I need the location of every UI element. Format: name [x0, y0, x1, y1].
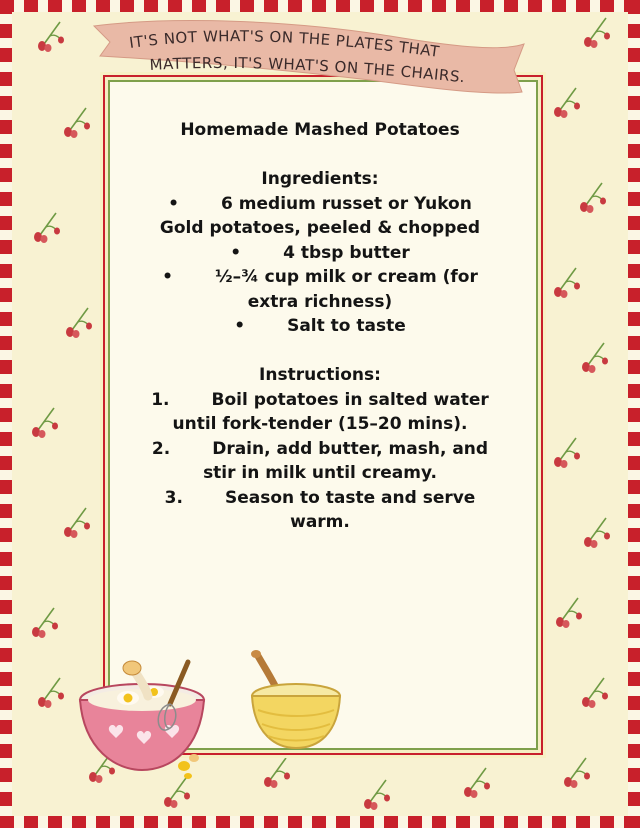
banner-line-1: IT'S NOT WHAT'S ON THE PLATES THAT: [128, 27, 441, 61]
yellow-bowl-with-wooden-spoon-icon: [251, 650, 340, 748]
ingredient-item: • 4 tbsp butter: [230, 242, 410, 263]
recipe-body: [150, 118, 490, 535]
ingredient-item: • ½–¾ cup milk or cream (for extra richness): [162, 267, 478, 312]
bowls-illustration: [70, 640, 370, 790]
ingredient-item: • 6 medium russet or Yukon Gold potatoes, peeled & chopped: [159, 193, 481, 238]
instruction-step: 2. Drain, add butter, mash, and stir in milk until creamy.: [151, 438, 489, 483]
instruction-step: 3. Season to taste and serve warm.: [164, 487, 476, 532]
quote-banner: [90, 14, 530, 98]
ingredient-item: • Salt to taste: [234, 316, 406, 336]
instruction-step: 1. Boil potatoes in salted water until fork-tender (15–20 mins).: [151, 389, 489, 434]
instructions-heading: Instructions:: [259, 365, 381, 385]
recipe-title: Homemade Mashed Potatoes: [180, 120, 460, 140]
ingredients-heading: Ingredients:: [261, 169, 379, 189]
banner-line-2: MATTERS, IT'S WHAT'S ON THE CHAIRS.: [149, 53, 467, 87]
pink-mixing-bowl-with-whisk-and-eggs-icon: [80, 661, 204, 779]
